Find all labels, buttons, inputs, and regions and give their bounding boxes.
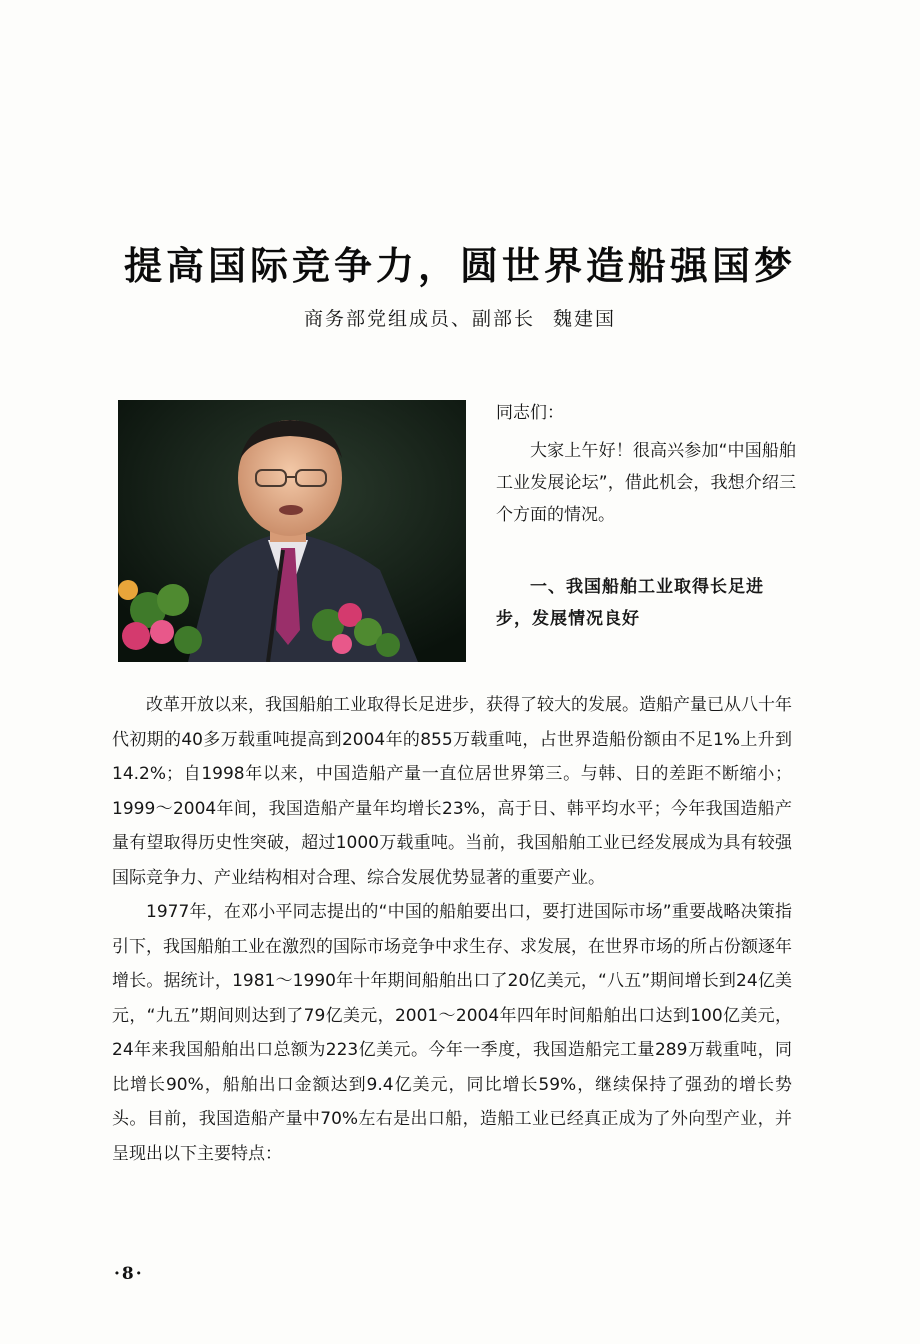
body-paragraph-2: 1977年，在邓小平同志提出的“中国的船舶要出口，要打进国际市场”重要战略决策指引下，我国船舶工业在激烈的国际市场竞争中求生存、求发展，在世界市场的所占份额逐年增长。据统计，1981～1990年十年期间船舶出口了20亿美元，“八五”期间增长到24亿美元，“九五”期间则达到了79亿美元，2001～2004年四年时间船舶出口达到100亿美元，24年来我国船舶出口总额为223亿美元。今年一季度，我国造船完工量289万载重吨，同比增长90%，船舶出口金额达到9.4亿美元，同比增长59%，继续保持了强劲的增长势头。目前，我国造船产量中70%左右是出口船，造船工业已经真正成为了外向型产业，并呈现出以下主要特点： [112,902,792,1164]
intro-paragraph: 大家上午好！很高兴参加“中国船舶工业发展论坛”，借此机会，我想介绍三个方面的情况。 [496,441,796,525]
author-name: 魏建国 [553,308,617,330]
speaker-photo [118,400,466,662]
greeting: 同志们： [496,403,564,423]
body-paragraph-1: 改革开放以来，我国船舶工业取得长足进步，获得了较大的发展。造船产量已从八十年代初期的40多万载重吨提高到2004年的855万载重吨，占世界造船份额由不足1%上升到14.2%；自1998年以来，中国造船产量一直位居世界第三。与韩、日的差距不断缩小；1999～2004年间，我国造船产量年均增长23%，高于日、韩平均水平；今年我国造船产量有望取得历史性突破，超过1000万载重吨。当前，我国船舶工业已经发展成为具有较强国际竞争力、产业结构相对合理、综合发展优势显著的重要产业。 [112,695,792,888]
section-heading: 一、我国船舶工业取得长足进步，发展情况良好 [496,577,764,629]
author-title: 商务部党组成员、副部长 [303,308,535,330]
article-body [112,688,792,1171]
article-title: 提高国际竞争力，圆世界造船强国梦 [123,243,796,289]
intro-column [496,397,796,635]
author-byline [0,304,920,331]
page-number: ·8· [114,1264,144,1284]
